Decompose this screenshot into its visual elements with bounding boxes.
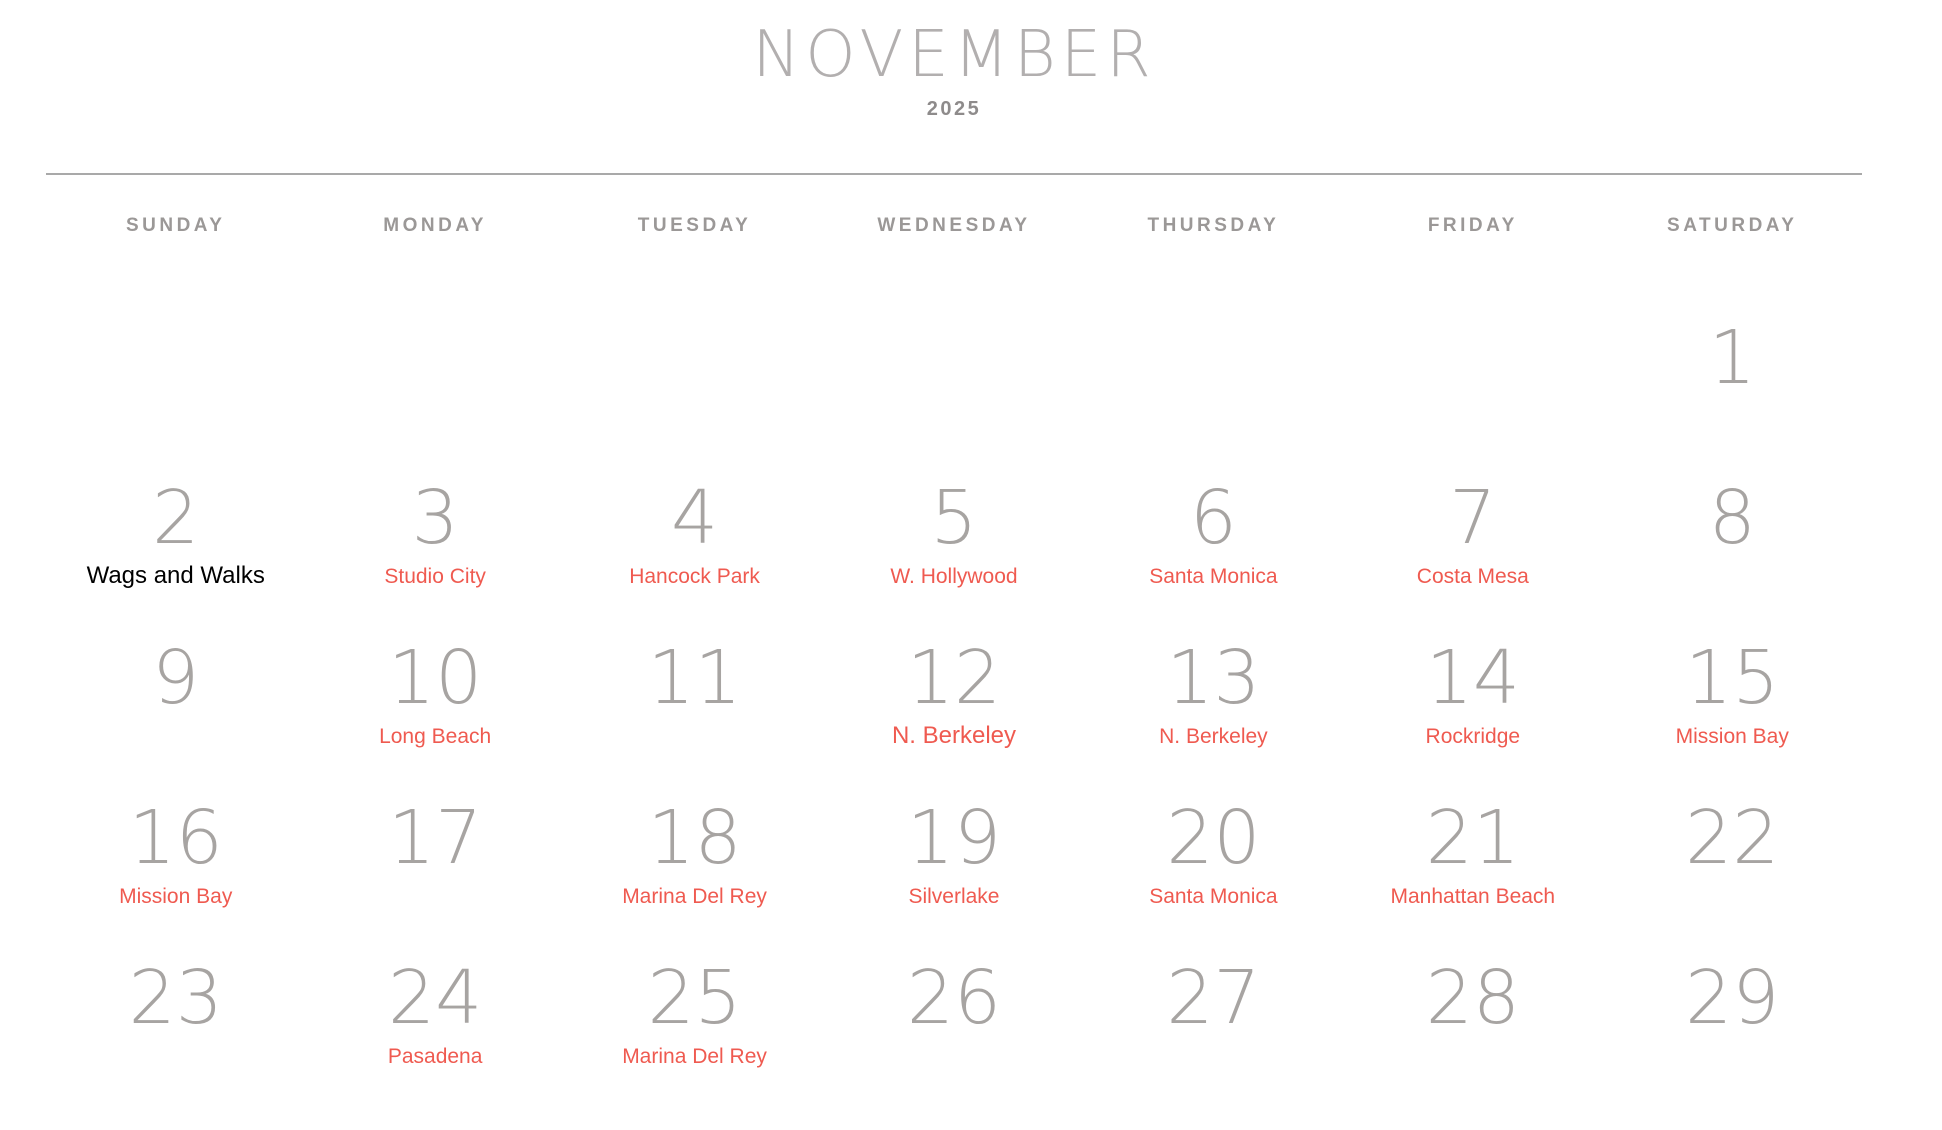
event-label-wags-and-walks[interactable]: Wags and Walks — [86, 562, 265, 590]
date-number: 23 — [128, 955, 223, 1042]
weekday-header-tuesday: TUESDAY — [637, 215, 752, 237]
date-number: 14 — [1425, 635, 1520, 722]
date-number: 24 — [388, 955, 483, 1042]
date-number: 9 — [152, 635, 200, 722]
date-number: 20 — [1166, 795, 1261, 882]
calendar-cell-28 — [1343, 919, 1602, 1079]
weekday-header-thursday: THURSDAY — [1147, 215, 1280, 237]
date-number: 26 — [906, 955, 1002, 1042]
calendar-cell-empty — [565, 279, 824, 439]
calendar-cell-19 — [824, 759, 1083, 919]
calendar-cell-20 — [1084, 759, 1343, 919]
date-number — [565, 321, 824, 395]
date-number: 22 — [1685, 795, 1780, 882]
date-number — [824, 321, 1083, 395]
calendar-cell-empty — [1084, 279, 1343, 439]
date-number: 21 — [1425, 795, 1520, 882]
calendar-cell-29 — [1603, 919, 1862, 1079]
calendar-cell-17 — [305, 759, 564, 919]
event-label-marina-del-rey[interactable]: Marina Del Rey — [622, 885, 767, 909]
date-number: 7 — [1449, 475, 1497, 562]
date-number: 3 — [411, 475, 459, 562]
date-number: 2 — [152, 475, 200, 562]
week-row-3 — [46, 599, 1862, 759]
event-label-mission-bay[interactable]: Mission Bay — [119, 885, 233, 909]
calendar-cell-4 — [565, 439, 824, 599]
event-label-hancock-park[interactable]: Hancock Park — [629, 565, 760, 589]
date-number — [46, 321, 305, 395]
weekday-header-saturday: SATURDAY — [1667, 215, 1798, 237]
event-label-marina-del-rey[interactable]: Marina Del Rey — [622, 1045, 767, 1069]
event-label-pasadena[interactable]: Pasadena — [387, 1045, 483, 1069]
year-label: 2025 — [926, 98, 982, 121]
date-number: 15 — [1685, 635, 1780, 722]
calendar-cell-14 — [1343, 599, 1602, 759]
calendar-cell-8 — [1603, 439, 1862, 599]
calendar-cell-1 — [1603, 279, 1862, 439]
date-number: 19 — [906, 795, 1002, 882]
weekday-header-row — [46, 215, 1862, 237]
date-number: 8 — [1708, 475, 1756, 562]
month-title: NOVEMBER — [752, 18, 1156, 92]
date-number — [1084, 321, 1343, 395]
calendar-cell-7 — [1343, 439, 1602, 599]
calendar-cell-24 — [305, 919, 564, 1079]
event-label-studio-city[interactable]: Studio City — [384, 565, 486, 589]
header-divider — [46, 173, 1862, 175]
date-number: 29 — [1685, 955, 1780, 1042]
event-label-n-berkeley[interactable]: N. Berkeley — [891, 722, 1016, 750]
calendar-cell-11 — [565, 599, 824, 759]
date-number: 13 — [1166, 635, 1261, 722]
date-number: 5 — [930, 475, 978, 562]
calendar-grid — [46, 279, 1862, 1079]
calendar-cell-3 — [305, 439, 564, 599]
event-label-mission-bay[interactable]: Mission Bay — [1675, 725, 1789, 749]
calendar-cell-18 — [565, 759, 824, 919]
calendar-cell-21 — [1343, 759, 1602, 919]
event-label-long-beach[interactable]: Long Beach — [379, 725, 492, 749]
week-row-1 — [46, 279, 1862, 439]
event-label-santa-monica[interactable]: Santa Monica — [1149, 885, 1278, 909]
event-label-silverlake[interactable]: Silverlake — [908, 885, 1000, 909]
date-number: 12 — [906, 635, 1002, 722]
calendar-cell-27 — [1084, 919, 1343, 1079]
date-number: 16 — [128, 795, 223, 882]
date-number: 25 — [647, 955, 742, 1042]
date-number: 17 — [388, 795, 483, 882]
calendar-page — [46, 20, 1862, 1079]
calendar-cell-22 — [1603, 759, 1862, 919]
date-number: 28 — [1425, 955, 1520, 1042]
event-label-costa-mesa[interactable]: Costa Mesa — [1416, 565, 1529, 589]
event-label-rockridge[interactable]: Rockridge — [1425, 725, 1521, 749]
calendar-cell-9 — [46, 599, 305, 759]
week-row-2 — [46, 439, 1862, 599]
weekday-header-wednesday: WEDNESDAY — [877, 215, 1031, 237]
date-number: 6 — [1189, 475, 1237, 562]
calendar-cell-25 — [565, 919, 824, 1079]
week-row-4 — [46, 759, 1862, 919]
date-number: 18 — [647, 795, 742, 882]
calendar-cell-empty — [1343, 279, 1602, 439]
date-number — [1343, 321, 1602, 395]
calendar-cell-empty — [305, 279, 564, 439]
date-number: 1 — [1708, 315, 1756, 402]
date-number: 27 — [1166, 955, 1261, 1042]
calendar-cell-5 — [824, 439, 1083, 599]
weekday-header-sunday: SUNDAY — [125, 215, 226, 237]
weekday-header-friday: FRIDAY — [1427, 215, 1518, 237]
calendar-cell-16 — [46, 759, 305, 919]
calendar-cell-2 — [46, 439, 305, 599]
calendar-cell-10 — [305, 599, 564, 759]
calendar-cell-26 — [824, 919, 1083, 1079]
calendar-cell-23 — [46, 919, 305, 1079]
calendar-cell-12 — [824, 599, 1083, 759]
event-label-santa-monica[interactable]: Santa Monica — [1149, 565, 1278, 589]
calendar-cell-13 — [1084, 599, 1343, 759]
calendar-cell-empty — [46, 279, 305, 439]
date-number — [305, 321, 564, 395]
calendar-cell-6 — [1084, 439, 1343, 599]
week-row-5 — [46, 919, 1862, 1079]
date-number: 4 — [671, 475, 719, 562]
calendar-cell-15 — [1603, 599, 1862, 759]
event-label-manhattan-beach[interactable]: Manhattan Beach — [1390, 885, 1556, 909]
calendar-cell-empty — [824, 279, 1083, 439]
date-number: 10 — [388, 635, 483, 722]
event-label-n-berkeley[interactable]: N. Berkeley — [1159, 725, 1268, 749]
event-label-w-hollywood[interactable]: W. Hollywood — [890, 565, 1018, 589]
date-number: 11 — [647, 635, 742, 722]
weekday-header-monday: MONDAY — [383, 215, 487, 237]
